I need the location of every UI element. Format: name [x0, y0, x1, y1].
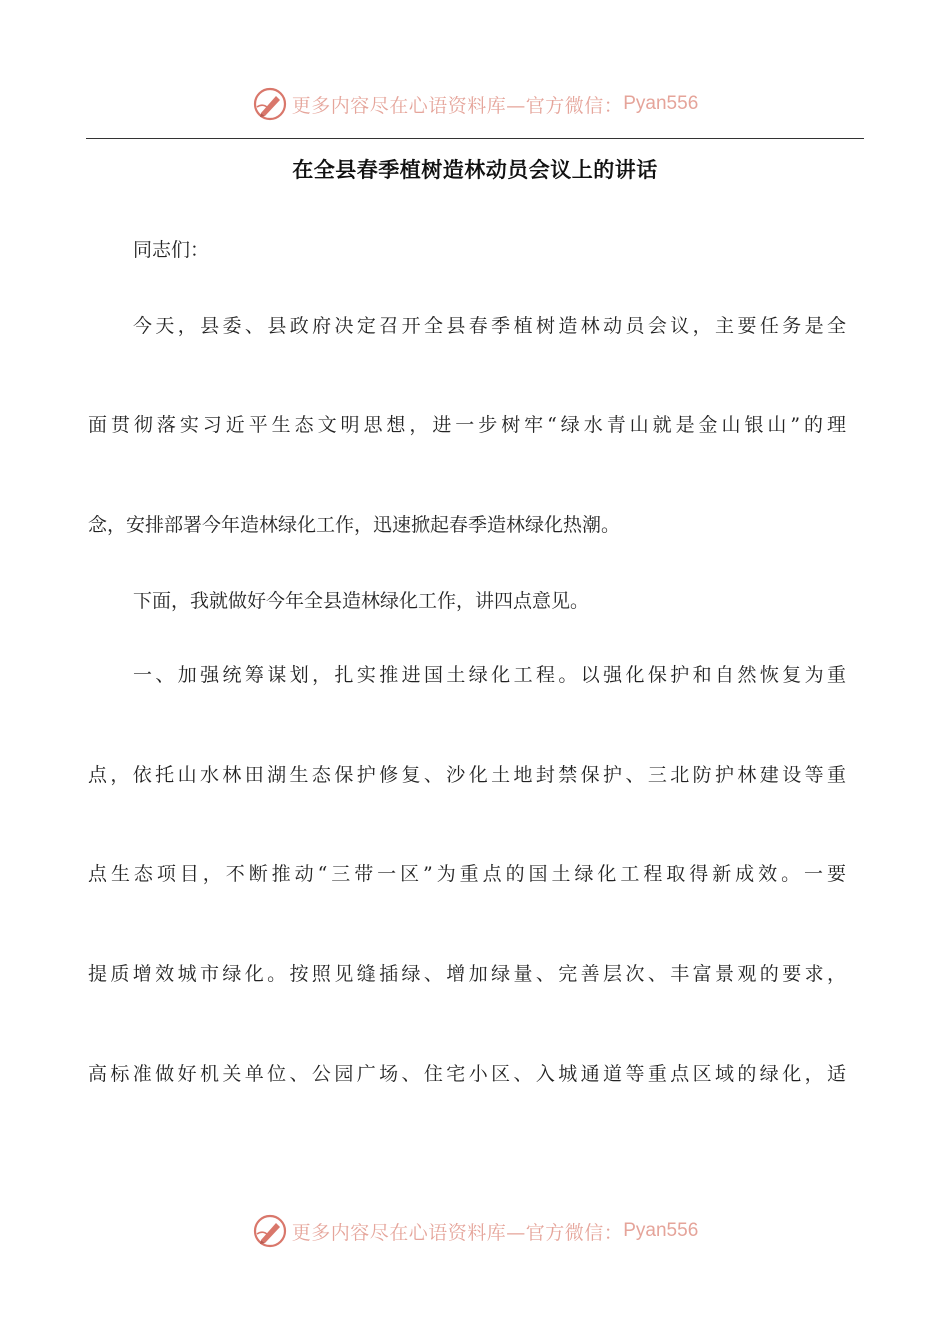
body-line: 高标准做好机关单位、公园广场、住宅小区、入城通道等重点区域的绿化，适: [88, 1063, 846, 1085]
body-line: 下面，我就做好今年全县造林绿化工作，讲四点意见。: [133, 590, 590, 612]
footer-banner: [0, 1211, 950, 1251]
header-banner: [0, 84, 950, 124]
pen-logo-icon: [252, 1213, 288, 1249]
document-title: 在全县春季植树造林动员会议上的讲话: [292, 158, 658, 182]
wechat-id: Pyan556: [623, 1220, 699, 1241]
body-line: 点生态项目，不断推动“三带一区”为重点的国土绿化工程取得新成效。一要: [88, 863, 846, 885]
body-line: 面贯彻落实习近平生态文明思想，进一步树牢“绿水青山就是金山银山”的理: [88, 414, 846, 436]
banner-text: 更多内容尽在心语资料库—官方微信：: [291, 1221, 624, 1244]
header-divider: [86, 138, 864, 139]
banner-text: 更多内容尽在心语资料库—官方微信：: [291, 94, 624, 117]
body-line: 念，安排部署今年造林绿化工作，迅速掀起春季造林绿化热潮。: [88, 514, 621, 536]
body-line: 提质增效城市绿化。按照见缝插绿、增加绿量、完善层次、丰富景观的要求，: [88, 963, 846, 985]
body-line: 点，依托山水林田湖生态保护修复、沙化土地封禁保护、三北防护林建设等重: [88, 764, 846, 786]
body-line: 一、加强统筹谋划，扎实推进国土绿化工程。以强化保护和自然恢复为重: [133, 664, 846, 686]
body-line: 今天，县委、县政府决定召开全县春季植树造林动员会议，主要任务是全: [133, 315, 846, 337]
wechat-id: Pyan556: [623, 93, 699, 114]
salutation-line: 同志们：: [133, 239, 210, 261]
pen-logo-icon: [252, 86, 288, 122]
